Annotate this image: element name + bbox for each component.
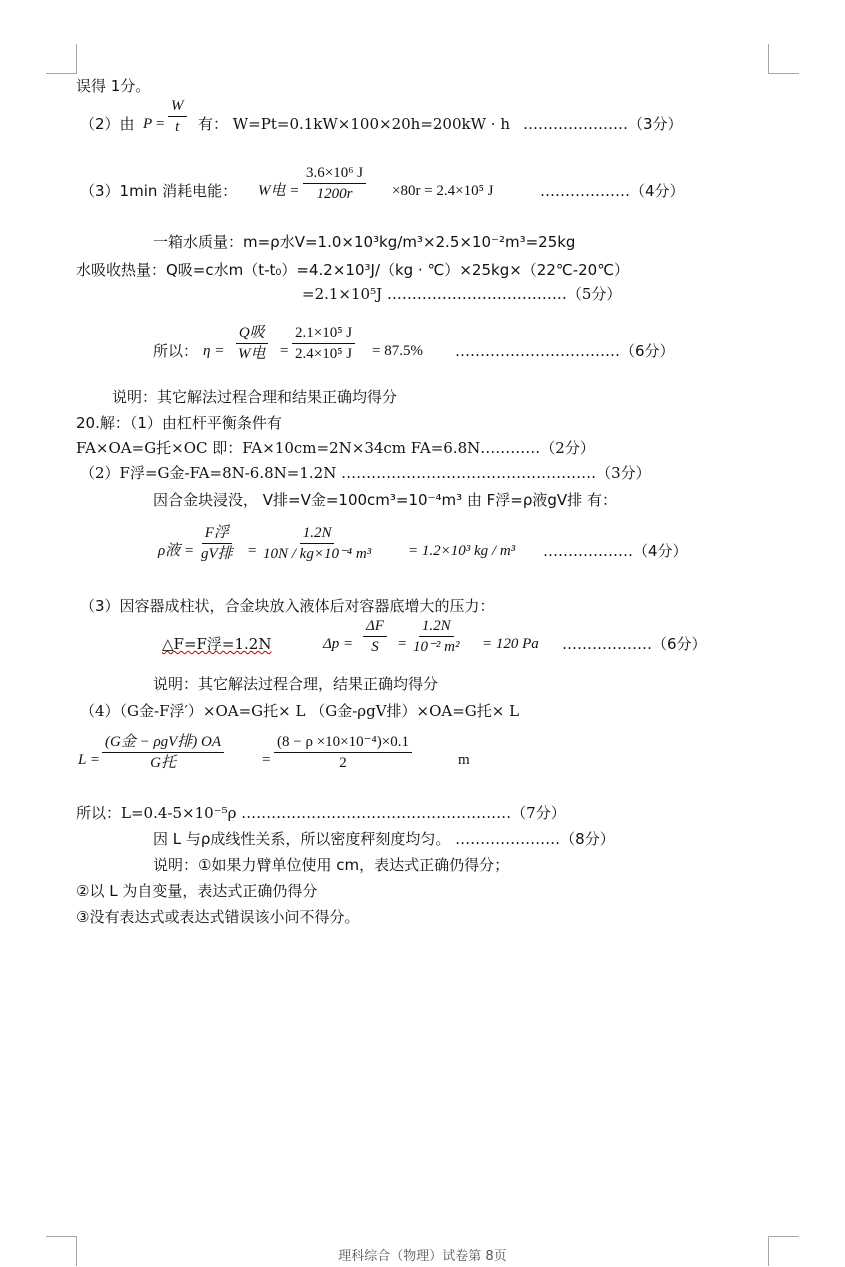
text-note-1: 说明：其它解法过程合理和结果正确均得分 [112,388,398,406]
symbol-w-electric: W电 = [258,183,300,199]
fraction-df-over-s [363,617,387,656]
fraction-l-numeric [274,733,412,772]
text-so-label: 所以： [153,342,199,360]
fraction-pressure [410,617,463,656]
fraction-denominator: 10⁻² m² [413,639,460,655]
fraction-numerator: (8 − ρ ×10×10⁻⁴)×0.1 [274,733,412,753]
crop-mark-bottom-right [769,1236,799,1237]
symbol-l: L = [78,752,100,768]
fraction-denominator: 2.4×10⁵ J [295,346,353,362]
text-heat-result: =2.1×10⁵J ………………………………（5分） [302,285,622,303]
efficiency-result: = 87.5% [372,343,423,359]
crop-mark-bottom-left [46,1236,76,1237]
fraction-energy [303,164,366,203]
text-linear-relation: 因 L 与ρ成线性关系，所以密度秤刻度均匀。 …………………（8分） [153,830,615,848]
crop-mark-top-right [768,44,769,74]
pressure-result: = 120 Pa [482,636,539,652]
symbol-delta-p: Δp = [323,636,354,652]
fraction-denominator: 10N / kg×10⁻⁴ m³ [263,546,372,562]
symbol-p: P [143,116,153,132]
equals-sign: = [280,343,289,359]
fraction-numerator: 2.1×10⁵ J [292,324,355,344]
fraction-numerator: 1.2N [300,524,335,544]
text-part3-label: （3）1min 消耗电能： [80,182,238,200]
fraction-numerator: (G金 − ρgV排) OA [102,733,224,753]
fraction-denominator: W电 [238,346,266,362]
crop-mark-top-left [76,44,77,74]
symbol-eta: η = [203,343,225,359]
fraction-numerator: 1.2N [419,617,454,637]
text-delta-f-value: △F=F浮=1.2N [162,635,272,653]
symbol-rho-liquid: ρ液 = [158,543,195,559]
text-buoyancy: （2）F浮=G金-FA=8N-6.8N=1.2N ……………………………………………（3分） [80,464,651,482]
text-line-1: 误得 1分。 [76,77,151,95]
text-water-mass: 一箱水质量：m=ρ水V=1.0×10³kg/m³×2.5×10⁻²m³=25kg [153,233,576,251]
text-note-4: ②以 L 为自变量，表达式正确仍得分 [76,882,318,900]
score-dots: ……………………………（6分） [455,342,675,360]
energy-result: ×80r = 2.4×10⁵ J [392,183,494,199]
score-dots: …………………（3分） [523,115,683,133]
score-dots: ………………（4分） [543,542,688,560]
text-line-2: 有： W=Pt=0.1kW×100×20h=200kW · h [198,115,510,133]
text-part2-label: （2）由 [80,115,135,133]
text-lever-balance: FA×OA=G托×OC 即：FA×10cm=2N×34cm FA=6.8N…………（2分） [76,439,595,457]
equals-sign: = [156,116,165,132]
fraction-w-over-t [168,97,187,136]
density-result: = 1.2×10³ kg / m³ [408,543,516,559]
fraction-l-general [102,733,224,772]
text-immersed: 因合金块浸没， V排=V金=100cm³=10⁻⁴m³ 由 F浮=ρ液gV排 有： [153,491,617,509]
fraction-denominator: 1200r [316,186,353,202]
fraction-numerator: ΔF [363,617,387,637]
fraction-denominator: 2 [339,755,347,771]
fraction-numerator: Q吸 [236,324,268,344]
score-dots: ………………（6分） [562,635,707,653]
text-note-5: ③没有表达式或表达式错误该小问不得分。 [76,908,360,926]
fraction-numerator: W [168,97,187,117]
fraction-denominator: t [175,119,180,135]
text-note-2: 说明：其它解法过程合理，结果正确均得分 [153,675,439,693]
crop-mark-top-right [769,73,799,74]
fraction-denominator: S [371,639,379,655]
fraction-f-over-gv [198,524,236,563]
score-dots: ………………（4分） [540,182,685,200]
page-footer: 理科综合（物理）试卷第 8页 [338,1249,507,1264]
equals-sign: = [248,543,257,559]
text-q20-heading: 20.解：（1）由杠杆平衡条件有 [76,414,282,432]
fraction-denominator: gV排 [201,546,233,562]
fraction-numerator: 3.6×10⁶ J [303,164,366,184]
text-l-result: 所以：L=0.4-5×10⁻⁵ρ ………………………………………………（7分） [76,804,566,822]
fraction-efficiency [292,324,355,363]
text-part3-container: （3）因容器成柱状，合金块放入液体后对容器底增大的压力： [80,597,495,615]
fraction-density [260,524,374,563]
text-note-3: 说明：①如果力臂单位使用 cm，表达式正确仍得分； [153,856,510,874]
text-part4-balance: （4）（G金-F浮′）×OA=G托× L （G金-ρgV排）×OA=G托× L [80,702,520,720]
fraction-denominator: G托 [150,755,176,771]
fraction-numerator: F浮 [202,524,232,544]
crop-mark-top-left [46,73,76,74]
equals-sign: = [398,636,407,652]
unit-meter: m [458,752,470,768]
text-heat-absorbed: 水吸收热量：Q吸=c水m（t-t₀）=4.2×10³J/（kg · ℃）×25kg×（22℃-20℃） [76,261,630,279]
fraction-q-over-w [235,324,269,363]
equals-sign: = [262,752,271,768]
text-delta-f [162,635,271,653]
